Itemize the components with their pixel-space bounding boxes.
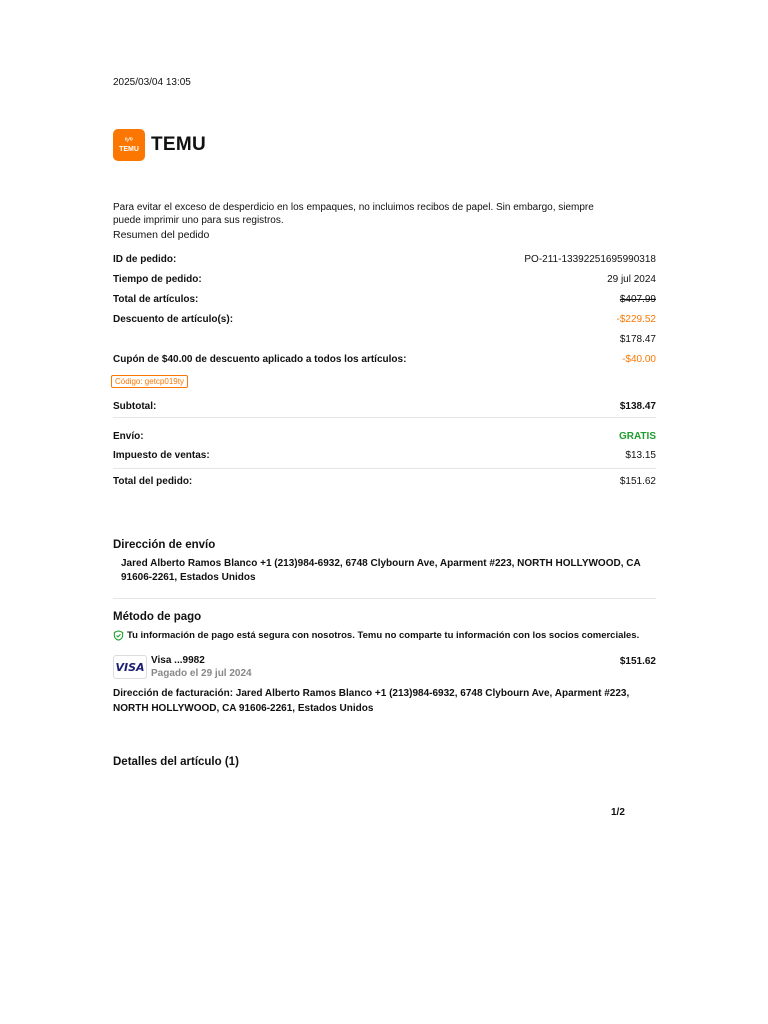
secure-note-text: Tu información de pago está segura con nosotros. Temu no comparte tu información con los socios comerciales. <box>127 630 640 641</box>
order-time-row <box>113 271 656 287</box>
tax-value: $13.15 <box>625 449 656 461</box>
shield-check-icon <box>113 630 124 641</box>
shipping-row <box>113 428 656 444</box>
logo-glyphs: ᵒ⁄ᵒ <box>124 137 134 144</box>
items-total-row <box>113 291 656 307</box>
shipping-value: GRATIS <box>618 430 656 442</box>
logo-wordmark: TEMU <box>151 134 207 155</box>
order-time-value: 29 jul 2024 <box>607 273 656 285</box>
print-timestamp: 2025/03/04 13:05 <box>113 77 191 88</box>
temu-logo-icon <box>113 129 145 161</box>
tax-label: Impuesto de ventas: <box>113 449 210 461</box>
secure-payment-note <box>113 630 639 641</box>
payment-method-title: Método de pago <box>113 611 202 623</box>
item-details-title: Detalles del artículo (1) <box>113 756 239 768</box>
shipping-address-title: Dirección de envío <box>113 539 216 551</box>
order-time-label: Tiempo de pedido: <box>113 273 202 285</box>
divider <box>113 417 656 418</box>
discount-label: Descuento de artículo(s): <box>113 313 234 325</box>
shipping-label: Envío: <box>113 430 144 442</box>
coupon-row <box>113 351 656 367</box>
tax-row <box>113 447 656 463</box>
items-total-label: Total de artículos: <box>113 293 199 305</box>
divider <box>113 468 656 469</box>
coupon-value: -$40.00 <box>622 353 656 365</box>
after-discount-row <box>113 331 656 347</box>
subtotal-value: $138.47 <box>619 400 656 412</box>
order-summary-title: Resumen del pedido <box>113 229 210 241</box>
order-id-label: ID de pedido: <box>113 253 177 265</box>
coupon-code-badge: Código: getcp019ty <box>111 375 188 388</box>
subtotal-label: Subtotal: <box>113 400 157 412</box>
order-id-value: PO-211-13392251695990318 <box>524 253 656 265</box>
page-indicator: 1/2 <box>611 807 625 818</box>
discount-row <box>113 311 656 327</box>
shipping-address-text: Jared Alberto Ramos Blanco +1 (213)984-6932, 6748 Clybourn Ave, Aparment #223, NORTH HOLLYWOOD, CA 91606-2261, Estados Unidos <box>121 558 641 583</box>
card-label: Visa ...9982 <box>151 655 205 666</box>
billing-address: Dirección de facturación: Jared Alberto Ramos Blanco +1 (213)984-6932, 6748 Clybourn Ave, Aparment #223, NORTH HOLLYWOOD, CA 91606-2261, Estados Unidos <box>113 688 630 714</box>
logo-icon-word: TEMU <box>119 146 139 153</box>
order-total-label: Total del pedido: <box>113 475 193 487</box>
payment-amount: $151.62 <box>619 656 656 667</box>
order-total-value: $151.62 <box>619 475 656 487</box>
order-id-row <box>113 251 656 267</box>
subtotal-row <box>113 398 656 414</box>
discount-value: -$229.52 <box>616 313 656 325</box>
visa-card-icon: VISA <box>113 655 147 679</box>
after-discount-value: $178.47 <box>619 333 656 345</box>
divider <box>113 598 656 599</box>
coupon-label: Cupón de $40.00 de descuento aplicado a todos los artículos: <box>113 353 407 365</box>
paper-receipt-notice: Para evitar el exceso de desperdicio en los empaques, no incluimos recibos de papel. Sin embargo, siempre puede imprimir uno para sus registros. <box>113 202 594 226</box>
temu-logo <box>113 129 206 161</box>
items-total-value: $407.99 <box>619 293 656 305</box>
paid-date: Pagado el 29 jul 2024 <box>151 668 252 679</box>
order-total-row <box>113 473 656 489</box>
